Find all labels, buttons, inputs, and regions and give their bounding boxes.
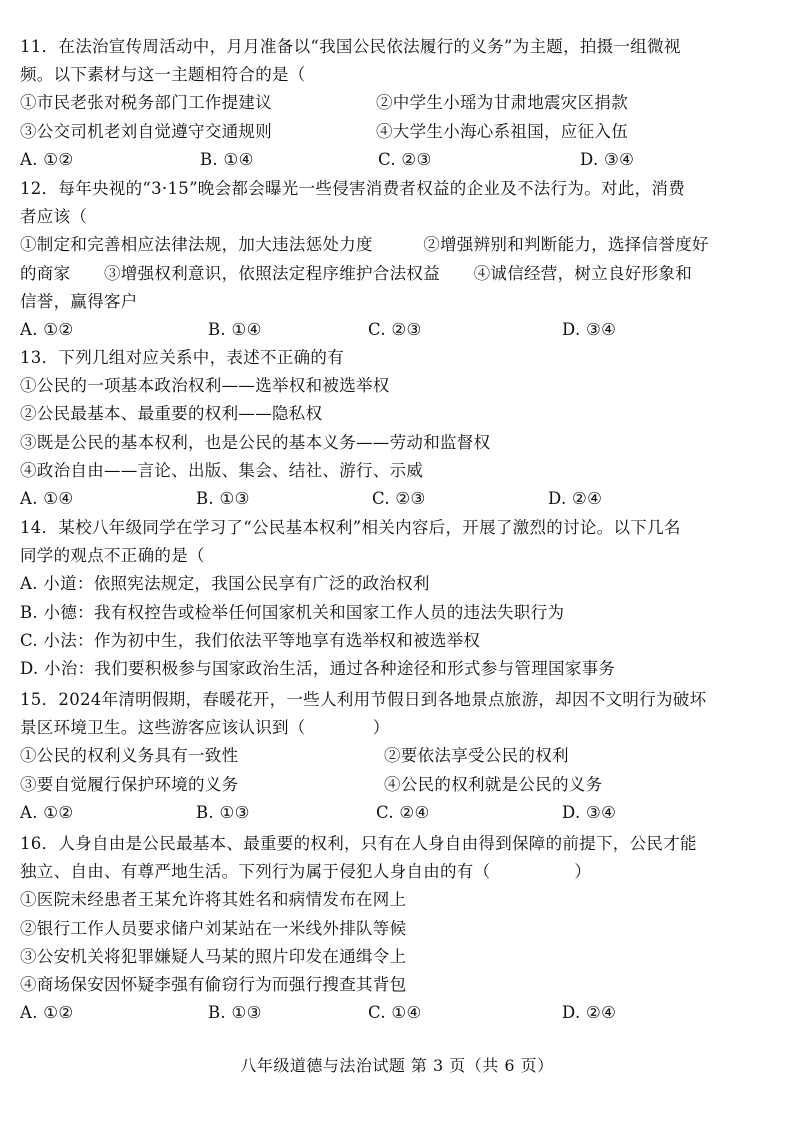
option-text: ④商场保安因怀疑李强有偷窃行为而强行搜查其背包 [20,974,407,994]
option-text: ①医院未经患者王某允许将其姓名和病情发布在网上 [20,890,407,910]
choice-c: C. ②③ [368,319,422,339]
question-stem: 者应该（ [20,207,88,227]
choice-b: B. ①③ [196,488,250,508]
option-text: ④公民的权利就是公民的义务 [384,774,603,794]
choice-c: C. ②④ [376,802,430,822]
question-stem: 14．某校八年级同学在学习了“公民基本权利”相关内容后，开展了激烈的讨论。以下几名 [20,518,681,537]
option-text: ②银行工作人员要求储户刘某站在一米线外排队等候 [20,918,407,938]
question-14 [20,514,776,683]
choice-a: A. ①② [20,319,74,339]
option-text: ②中学生小瑶为甘肃地震灾区捐款 [376,93,628,113]
option-text: ③要自觉履行保护环境的义务 [20,774,239,794]
choice-d: D. ③④ [562,802,617,822]
option-text: ④大学生小海心系祖国，应征入伍 [376,121,628,141]
choice-c: C. ②③ [372,488,426,508]
option-text: 信誉，赢得客户 [20,291,138,311]
question-16 [20,830,776,1027]
question-15 [20,686,776,827]
choice-d: D. ②④ [562,1003,617,1023]
choice-d: D. ②④ [548,488,603,508]
choice-a: A. ①② [20,1003,74,1023]
question-stem: 独立、自由、有尊严地生活。下列行为属于侵犯人身自由的有（ ） [20,862,592,882]
question-stem: 11．在法治宣传周活动中，月月准备以“我国公民依法履行的义务”为主题，拍摄一组微视 [20,37,681,56]
choice-a: A. ①④ [20,488,74,508]
question-12 [20,175,776,344]
choice-c: C. ②③ [378,149,432,169]
option-b-text: B. 小德：我有权控告或检举任何国家机关和国家工作人员的违法失职行为 [20,602,565,622]
answer-choices [20,999,776,1027]
option-text: ②公民最基本、最重要的权利——隐私权 [20,404,323,424]
choice-d: D. ③④ [580,149,635,169]
question-stem: 频。以下素材与这一主题相符合的是（ [20,65,306,85]
choice-a: A. ①② [20,149,74,169]
option-text: ③公安机关将犯罪嫌疑人马某的照片印发在通缉令上 [20,946,407,966]
page-footer: 八年级道德与法治试题 第 3 页（共 6 页） [240,1056,554,1075]
option-row [20,89,776,117]
answer-choices [20,316,776,344]
option-text: ①市民老张对税务部门工作提建议 [20,93,272,113]
choice-d: D. ③④ [562,319,617,339]
option-text: ④政治自由——言论、出版、集会、结社、游行、示威 [20,460,424,480]
option-text: ②要依法享受公民的权利 [384,746,569,766]
option-row [20,771,776,799]
answer-choices [20,146,776,174]
question-11 [20,33,776,174]
option-d-text: D. 小治：我们要积极参与国家政治生活，通过各种途径和形式参与管理国家事务 [20,658,616,678]
choice-a: A. ①② [20,802,74,822]
question-stem: 12．每年央视的“3·15”晚会都会曝光一些侵害消费者权益的企业及不法行为。对此，消费 [20,179,686,198]
option-c-text: C. 小法：作为初中生，我们依法平等地享有选举权和被选举权 [20,630,481,650]
question-13 [20,344,776,513]
choice-b: B. ①④ [200,149,254,169]
option-text: 的商家 ③增强权利意识，依照法定程序维护合法权益 ④诚信经营，树立良好形象和 [20,263,692,283]
question-stem: 景区环境卫生。这些游客应该认识到（ ） [20,718,390,738]
option-text: ③公交司机老刘自觉遵守交通规则 [20,121,272,141]
option-a-text: A. 小道：依照宪法规定，我国公民享有广泛的政治权利 [20,574,430,594]
choice-b: B. ①④ [208,319,262,339]
answer-choices [20,485,776,513]
option-text: ①公民的一项基本政治权利——选举权和被选举权 [20,376,390,396]
choice-c: C. ①④ [368,1003,422,1023]
option-row [20,118,776,146]
option-text: ①公民的权利义务具有一致性 [20,746,239,766]
question-stem: 同学的观点不正确的是（ [20,546,205,566]
option-text: ①制定和完善相应法律法规，加大违法惩处力度 ②增强辨别和判断能力，选择信誉度好 [20,235,709,255]
option-text: ③既是公民的基本权利，也是公民的基本义务——劳动和监督权 [20,432,491,452]
option-row [20,742,776,770]
choice-b: B. ①③ [208,1003,262,1023]
question-stem: 16．人身自由是公民最基本、最重要的权利，只有在人身自由得到保障的前提下，公民才能 [20,834,697,853]
answer-choices [20,799,776,827]
choice-b: B. ①③ [196,802,250,822]
question-stem: 15．2024年清明假期，春暖花开，一些人利用节假日到各地景点旅游，却因不文明行为破坏 [20,690,707,709]
question-stem: 13．下列几组对应关系中，表述不正确的有 [20,348,344,367]
